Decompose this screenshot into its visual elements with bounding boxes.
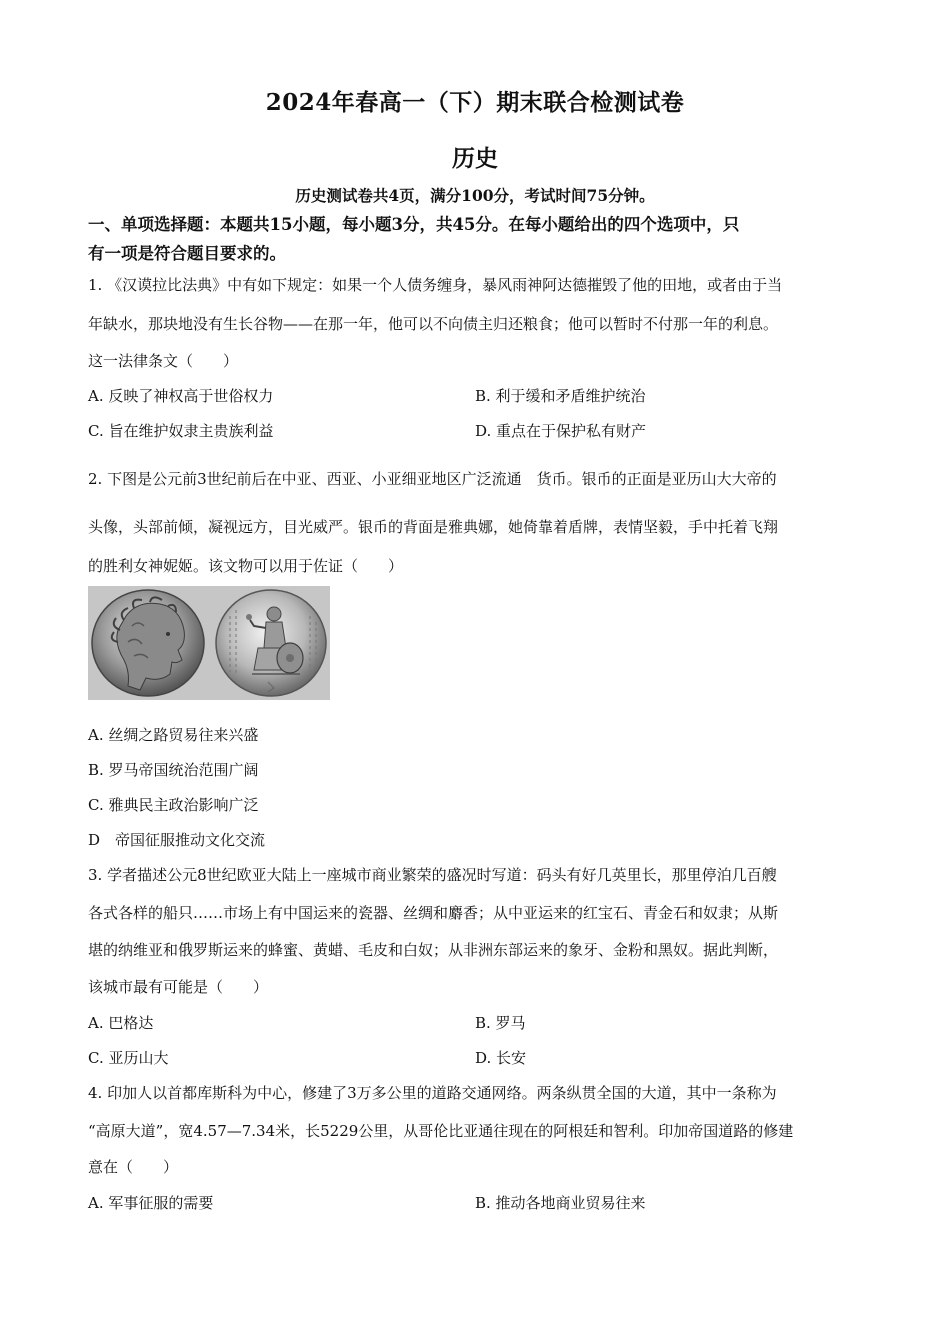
- q2-option-d: D 帝国征服推动文化交流: [88, 831, 266, 849]
- exam-title: 2024年春高一（下）期末联合检测试卷: [265, 89, 685, 116]
- subject-title: 历史: [452, 145, 498, 172]
- coin-image: [88, 586, 330, 700]
- q1-stem-line2: 年缺水，那块地没有生长谷物——在那一年，他可以不向债主归还粮食；他可以暂时不付那一年的利息。: [88, 315, 779, 333]
- q2-stem-line2: 头像，头部前倾，凝视远方，目光威严。银币的背面是雅典娜，她倚靠着盾牌，表情坚毅，手中托着飞翔: [88, 518, 779, 536]
- q4-stem-line3: 意在（ ）: [88, 1158, 179, 1176]
- q3-stem-line4: 该城市最有可能是（ ）: [88, 978, 269, 996]
- q2-stem-line1: 2. 下图是公元前3世纪前后在中亚、西亚、小亚细亚地区广泛流通 货币。银币的正面是亚历山大大帝的: [88, 470, 777, 488]
- q3-stem-line3: 堪的纳维亚和俄罗斯运来的蜂蜜、黄蜡、毛皮和白奴；从非洲东部运来的象牙、金粉和黑奴。据此判断，: [88, 941, 779, 959]
- q1-option-b: B. 利于缓和矛盾维护统治: [475, 387, 646, 405]
- section-heading-line1: 一、单项选择题：本题共15小题，每小题3分，共45分。在每小题给出的四个选项中，只: [88, 215, 740, 234]
- q3-option-c: C. 亚历山大: [88, 1049, 169, 1067]
- q1-option-d: D. 重点在于保护私有财产: [475, 422, 647, 440]
- coin-obverse: [92, 590, 204, 696]
- q1-option-c: C. 旨在维护奴隶主贵族利益: [88, 422, 274, 440]
- q1-option-a: A. 反映了神权高于世俗权力: [88, 387, 274, 405]
- q3-stem-line1: 3. 学者描述公元8世纪欧亚大陆上一座城市商业繁荣的盛况时写道：码头有好几英里长，那里停泊几百艘: [88, 866, 777, 884]
- section-heading-line2: 有一项是符合题目要求的。: [88, 244, 286, 263]
- q4-stem-line1: 4. 印加人以首都库斯科为中心，修建了3万多公里的道路交通网络。两条纵贯全国的大道，其中一条称为: [88, 1084, 777, 1102]
- q2-option-a: A. 丝绸之路贸易往来兴盛: [88, 726, 259, 744]
- q3-option-d: D. 长安: [475, 1049, 527, 1067]
- q4-option-b: B. 推动各地商业贸易往来: [475, 1194, 646, 1212]
- exam-info: 历史测试卷共4页，满分100分，考试时间75分钟。: [295, 186, 655, 205]
- q3-option-b: B. 罗马: [475, 1014, 526, 1032]
- coin-reverse: [216, 590, 326, 696]
- q2-stem-line3: 的胜利女神妮姬。该文物可以用于佐证（ ）: [88, 557, 404, 575]
- q1-stem-line1: 1. 《汉谟拉比法典》中有如下规定：如果一个人债务缠身，暴风雨神阿达德摧毁了他的田地，或者由于当: [88, 276, 783, 294]
- q1-stem-line3: 这一法律条文（ ）: [88, 352, 239, 370]
- q3-option-a: A. 巴格达: [88, 1014, 154, 1032]
- q2-option-b: B. 罗马帝国统治范围广阔: [88, 761, 259, 779]
- coin-figure: [88, 586, 330, 700]
- q2-option-c: C. 雅典民主政治影响广泛: [88, 796, 259, 814]
- q3-stem-line2: 各式各样的船只……市场上有中国运来的瓷器、丝绸和麝香；从中亚运来的红宝石、青金石和奴隶；从斯: [88, 904, 779, 922]
- q4-stem-line2: “高原大道”，宽4.57—7.34米，长5229公里，从哥伦比亚通往现在的阿根廷和智利。印加帝国道路的修建: [88, 1122, 794, 1140]
- q4-option-a: A. 军事征服的需要: [88, 1194, 214, 1212]
